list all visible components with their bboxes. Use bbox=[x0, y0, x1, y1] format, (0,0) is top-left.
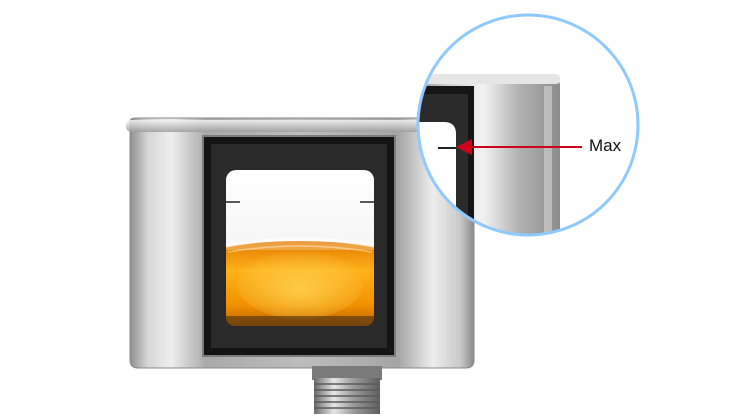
e-liquid bbox=[226, 239, 374, 326]
max-label: Max bbox=[589, 136, 622, 155]
thread-connector bbox=[312, 366, 382, 414]
tank-window bbox=[203, 136, 395, 356]
